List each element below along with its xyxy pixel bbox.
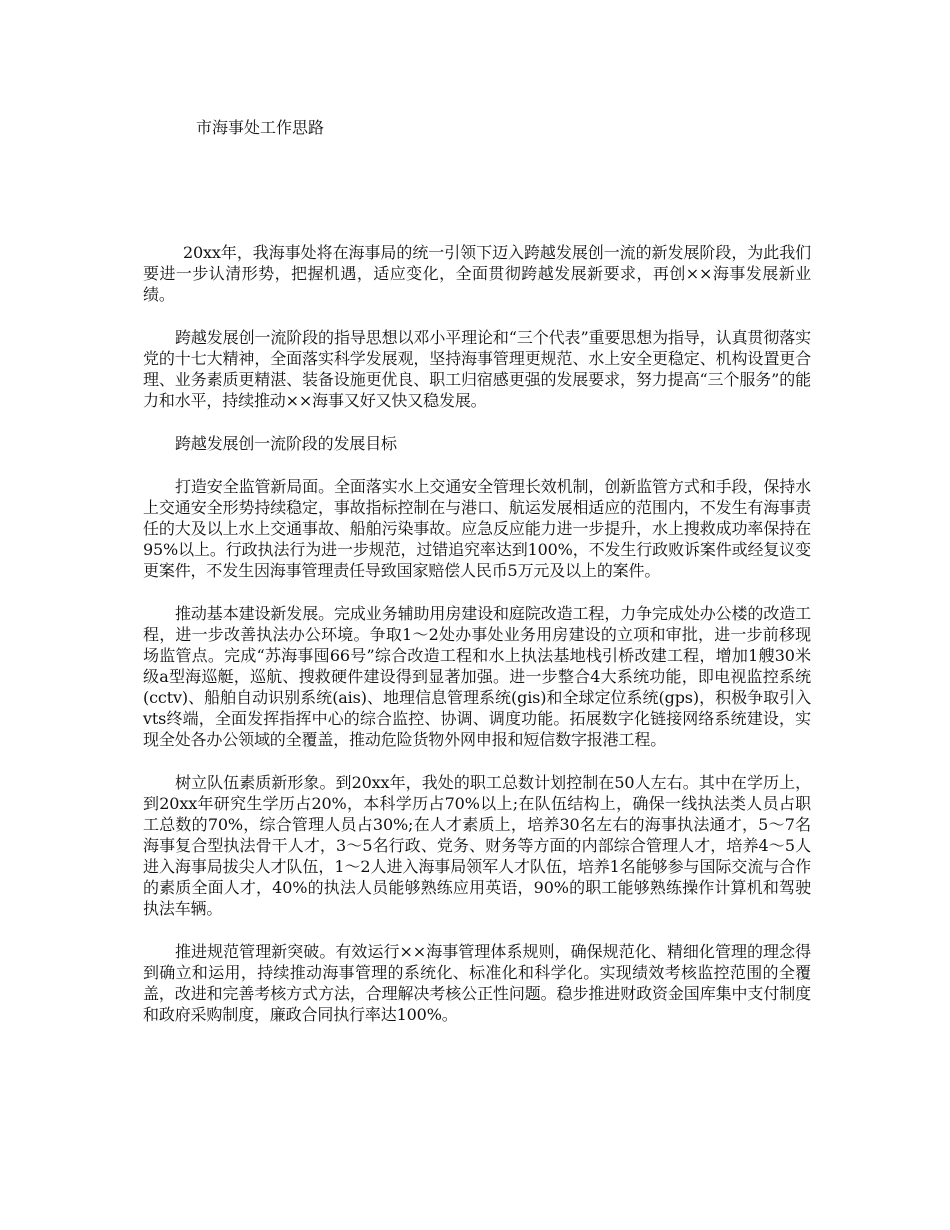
paragraph-standard-management: 推进规范管理新突破。有效运行××海事管理体系规则，确保规范化、精细化管理的理念得到确立和运用，持续推动海事管理的系统化、标准化和科学化。实现绩效考核监控范围的全覆盖，改进和完善考核方式方法，合理解决考核公正性问题。稳步推进财政资金国库集中支付制度和政府采购制度，廉政合同执行率达100%。 (143, 942, 811, 1024)
paragraph-intro: 20xx年，我海事处将在海事局的统一引领下迈入跨越发展创一流的新发展阶段，为此我们要进一步认清形势，把握机遇，适应变化，全面贯彻跨越发展新要求，再创××海事发展新业绩。 (143, 243, 811, 304)
section-heading-goals: 跨越发展创一流阶段的发展目标 (175, 434, 397, 453)
paragraph-team-quality: 树立队伍素质新形象。到20xx年，我处的职工总数计划控制在50人左右。其中在学历上，到20xx年研究生学历占20%，本科学历占70%以上;在队伍结构上，确保一线执法类人员占职工总数的70%，综合管理人员占30%;在人才素质上，培养30名左右的海事执法通才，5～7名海事复合型执法骨干人才，3～5名行政、党务、财务等方面的内部综合管理人才，培养4～5人进入海事局拔尖人才队伍，1～2人进入海事局领军人才队伍，培养1名能够参与国际交流与合作的素质全面人才，40%的执法人员能够熟练应用英语，90%的职工能够熟练操作计算机和驾驶执法车辆。 (143, 773, 811, 918)
paragraph-guiding-ideology: 跨越发展创一流阶段的指导思想以邓小平理论和“三个代表”重要思想为指导，认真贯彻落实党的十七大精神，全面落实科学发展观，坚持海事管理更规范、水上安全更稳定、机构设置更合理、业务素质更精湛、装备设施更优良、职工归宿感更强的发展要求，努力提高“三个服务”的能力和水平，持续推动××海事又好又快又稳发展。 (143, 328, 811, 410)
document-body (143, 242, 811, 1047)
document-title: 市海事处工作思路 (196, 118, 325, 137)
paragraph-infrastructure: 推动基本建设新发展。完成业务辅助用房建设和庭院改造工程，力争完成处办公楼的改造工程，进一步改善执法办公环境。争取1～2处办事处业务用房建设的立项和审批，进一步前移现场监管点。完成“苏海事囤66号”综合改造工程和水上执法基地栈引桥改建工程，增加1艘30米级a型海巡艇，巡航、搜救硬件建设得到显著加强。进一步整合4大系统功能，即电视监控系统(cctv)、船舶自动识别系统(ais)、地理信息管理系统(gis)和全球定位系统(gps)，积极争取引入vts终端，全面发挥指挥中心的综合监控、协调、调度功能。拓展数字化链接网络系统建设，实现全处各办公领域的全覆盖，推动危险货物外网申报和短信数字报港工程。 (143, 604, 811, 749)
paragraph-safety-supervision: 打造安全监管新局面。全面落实水上交通安全管理长效机制，创新监管方式和手段，保持水上交通安全形势持续稳定，事故指标控制在与港口、航运发展相适应的范围内，不发生有海事责任的大及以上水上交通事故、船舶污染事故。应急反应能力进一步提升，水上搜救成功率保持在95%以上。行政执法行为进一步规范，过错追究率达到100%，不发生行政败诉案件或经复议变更案件，不发生因海事管理责任导致国家赔偿人民币5万元及以上的案件。 (143, 477, 811, 580)
